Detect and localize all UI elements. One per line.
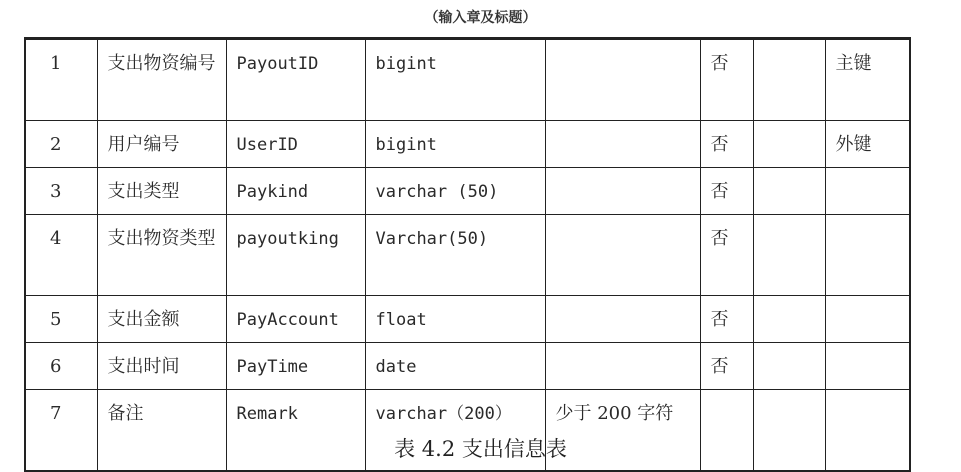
table-row (25, 121, 910, 168)
cell-note: 少于 200 字符 (545, 390, 700, 472)
cell-name: 支出物资编号 (97, 39, 226, 121)
cell-type: varchar（200） (365, 390, 545, 472)
cell-null: 否 (700, 168, 753, 215)
cell-key (825, 215, 910, 296)
cell-name: 支出金额 (97, 296, 226, 343)
cell-no: 2 (25, 121, 97, 168)
cell-key (825, 296, 910, 343)
cell-default (753, 168, 825, 215)
cell-type: bigint (365, 121, 545, 168)
cell-null: 否 (700, 215, 753, 296)
cell-default (753, 39, 825, 121)
cell-note (545, 121, 700, 168)
cell-note (545, 296, 700, 343)
cell-field: payoutking (226, 215, 365, 296)
table-row (25, 39, 910, 121)
cell-null: 否 (700, 343, 753, 390)
payout-table-wrapper (24, 37, 909, 472)
cell-null: 否 (700, 296, 753, 343)
cell-field: PayoutID (226, 39, 365, 121)
cell-field: Paykind (226, 168, 365, 215)
cell-name: 支出类型 (97, 168, 226, 215)
cell-key (825, 168, 910, 215)
cell-no: 1 (25, 39, 97, 121)
cell-default (753, 215, 825, 296)
cell-note (545, 168, 700, 215)
cell-key (825, 343, 910, 390)
table-row (25, 296, 910, 343)
cell-name: 用户编号 (97, 121, 226, 168)
cell-name: 支出物资类型 (97, 215, 226, 296)
table-row (25, 215, 910, 296)
cell-type: Varchar(50) (365, 215, 545, 296)
header-note: （输入章及标题） (424, 10, 537, 26)
table-row (25, 343, 910, 390)
cell-name: 支出时间 (97, 343, 226, 390)
cell-no: 7 (25, 390, 97, 472)
cell-no: 6 (25, 343, 97, 390)
cell-no: 3 (25, 168, 97, 215)
cell-field: Remark (226, 390, 365, 472)
cell-type: float (365, 296, 545, 343)
cell-null: 否 (700, 121, 753, 168)
cell-note (545, 39, 700, 121)
cell-no: 4 (25, 215, 97, 296)
cell-name: 备注 (97, 390, 226, 472)
cell-type: bigint (365, 39, 545, 121)
cell-default (753, 296, 825, 343)
cell-type: varchar (50) (365, 168, 545, 215)
cell-field: PayAccount (226, 296, 365, 343)
cell-field: PayTime (226, 343, 365, 390)
cell-note (545, 343, 700, 390)
table-row (25, 168, 910, 215)
cell-type: date (365, 343, 545, 390)
cell-default (753, 121, 825, 168)
cell-key: 主键 (825, 39, 910, 121)
cell-default (753, 343, 825, 390)
cell-field: UserID (226, 121, 365, 168)
cell-null: 否 (700, 39, 753, 121)
cell-key: 外键 (825, 121, 910, 168)
cell-note (545, 215, 700, 296)
cell-no: 5 (25, 296, 97, 343)
payout-info-table (24, 37, 911, 472)
table-caption: 表 4.2 支出信息表 (394, 437, 567, 461)
